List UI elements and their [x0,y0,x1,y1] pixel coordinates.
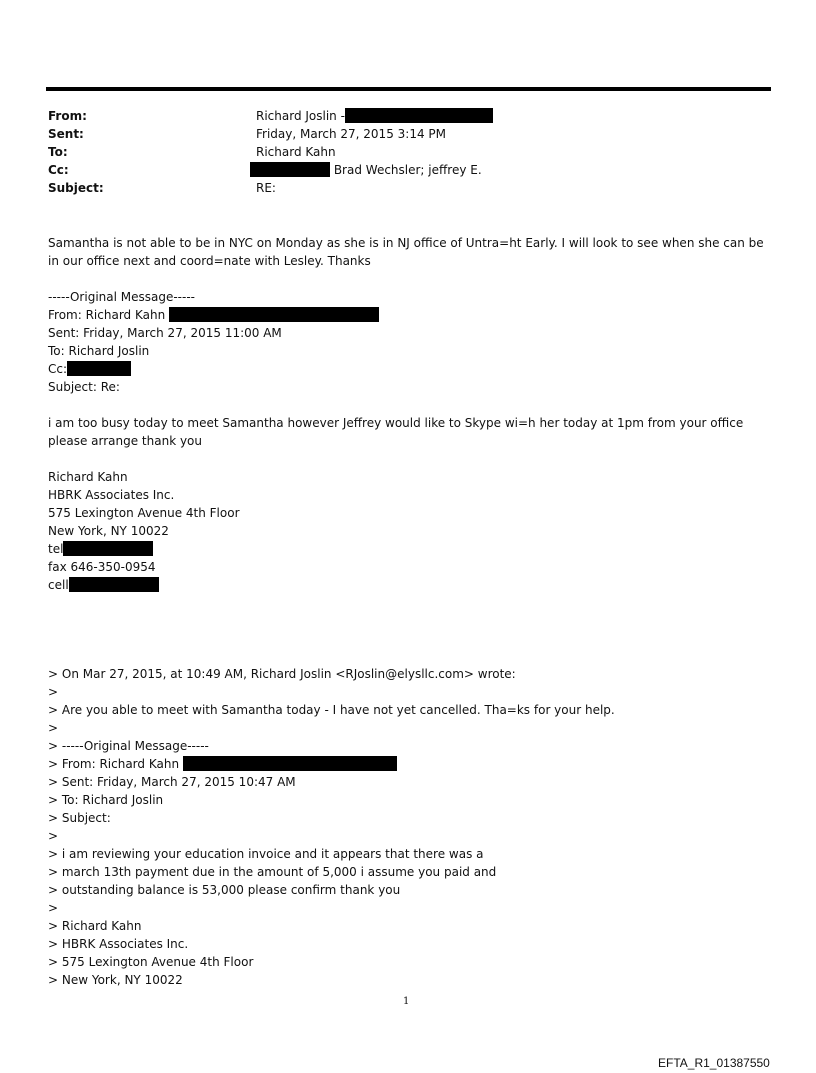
sent-value: Friday, March 27, 2015 3:14 PM [256,127,446,141]
quoted-blank-line: > [48,721,59,735]
subject-value: RE: [256,181,276,195]
signature-cell [48,576,159,594]
signature-address: 575 Lexington Avenue 4th Floor [48,506,240,520]
quoted-from [48,755,397,773]
quoted-from-text: > From: Richard Kahn [48,757,180,771]
original-from-text: From: Richard Kahn [48,308,166,322]
cc-value [250,161,482,179]
quoted-blank-line: > [48,685,59,699]
reply-line-2: in our office next and coord=nate with Lesley. Thanks [48,254,371,268]
cc-label: Cc: [48,163,69,177]
quoted-body-line-3: > outstanding balance is 53,000 please confirm thank you [48,883,401,897]
quoted-signature-address: > 575 Lexington Avenue 4th Floor [48,955,254,969]
quoted-body-line-2: > march 13th payment due in the amount of 5,000 i assume you paid and [48,865,497,879]
sent-label: Sent: [48,127,84,141]
quoted-body-line-1: > i am reviewing your education invoice and it appears that there was a [48,847,484,861]
redaction-box [69,577,159,592]
signature-tel [48,540,153,558]
redaction-box [345,108,493,123]
from-value [256,107,493,125]
quoted-subject: > Subject: [48,811,111,825]
original-cc [48,360,131,378]
original-body-line-1: i am too busy today to meet Samantha however Jeffrey would like to Skype wi=h her today at 1pm from your office [48,416,744,430]
page-number: 1 [403,996,410,1007]
original-to: To: Richard Joslin [48,344,150,358]
from-text: Richard Joslin - [256,109,345,123]
signature-tel-label: tel [48,542,64,556]
reply-line-1: Samantha is not able to be in NYC on Monday as she is in NJ office of Untra=ht Early. I will look to see when she can be [48,236,764,250]
bates-number: EFTA_R1_01387550 [658,1056,770,1070]
redaction-box [183,756,397,771]
to-label: To: [48,145,68,159]
quoted-to: > To: Richard Joslin [48,793,164,807]
redaction-box [250,162,330,177]
signature-company: HBRK Associates Inc. [48,488,175,502]
quoted-blank-line: > [48,829,59,843]
quoted-message: > Are you able to meet with Samantha today - I have not yet cancelled. Tha=ks for your help. [48,703,615,717]
cc-text: Brad Wechsler; jeffrey E. [333,163,482,177]
original-subject: Subject: Re: [48,380,120,394]
redaction-box [67,361,131,376]
quoted-original-marker: > -----Original Message----- [48,739,209,753]
original-cc-text: Cc: [48,362,68,376]
to-value: Richard Kahn [256,145,336,159]
subject-label: Subject: [48,181,104,195]
signature-name: Richard Kahn [48,470,128,484]
quoted-signature-name: > Richard Kahn [48,919,142,933]
signature-cell-label: cell [48,578,69,592]
original-message-marker: -----Original Message----- [48,290,195,304]
quoted-sent: > Sent: Friday, March 27, 2015 10:47 AM [48,775,296,789]
original-sent: Sent: Friday, March 27, 2015 11:00 AM [48,326,282,340]
signature-fax: fax 646-350-0954 [48,560,156,574]
signature-city: New York, NY 10022 [48,524,169,538]
quoted-intro: > On Mar 27, 2015, at 10:49 AM, Richard Joslin <RJoslin@elysllc.com> wrote: [48,667,516,681]
quoted-signature-city: > New York, NY 10022 [48,973,183,987]
redaction-box [169,307,379,322]
from-label: From: [48,109,87,123]
redaction-box [63,541,153,556]
original-from [48,306,379,324]
quoted-blank-line: > [48,901,59,915]
header-divider [46,87,771,91]
quoted-signature-company: > HBRK Associates Inc. [48,937,189,951]
original-body-line-2: please arrange thank you [48,434,203,448]
